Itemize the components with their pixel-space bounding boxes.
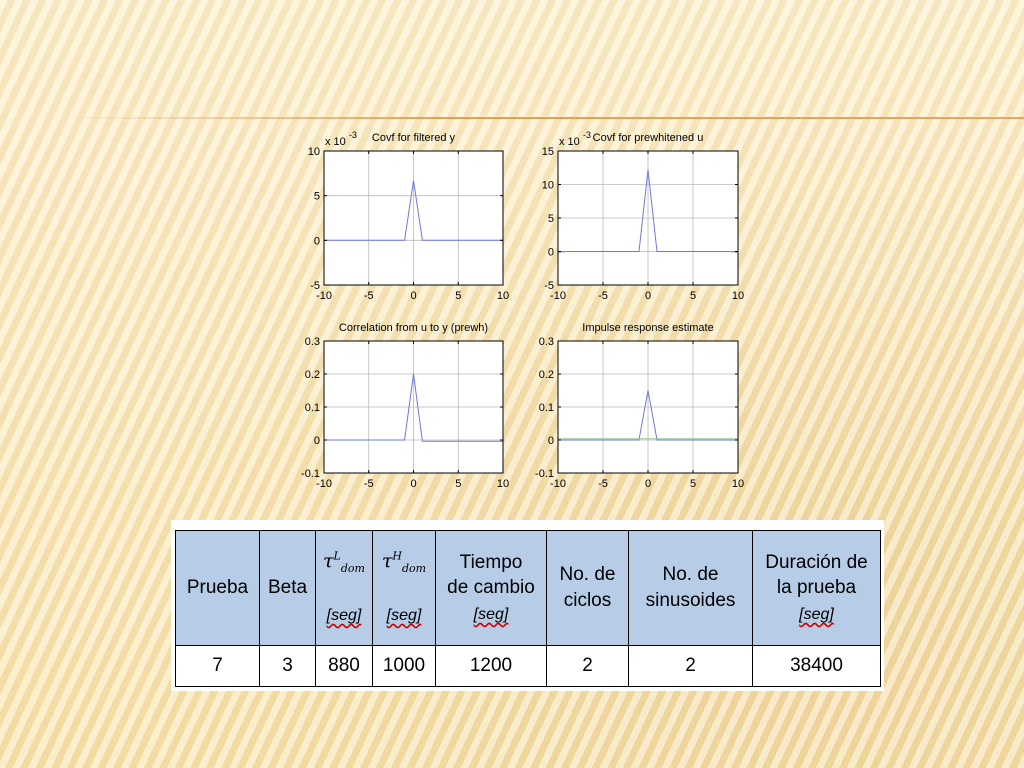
- x-tick-label: -10: [550, 290, 566, 302]
- header-beta-label: Beta: [267, 577, 308, 599]
- cell-tau-high: 1000: [373, 646, 436, 687]
- x-tick-label: -10: [550, 478, 566, 490]
- x-tick-label: 10: [496, 290, 510, 302]
- table-row: [176, 646, 881, 687]
- y-tick-label: 0.2: [538, 369, 554, 381]
- tau-high-sup: H: [392, 549, 402, 563]
- header-duracion-unit: [seg]: [799, 605, 834, 623]
- y-tick-label: -5: [544, 280, 554, 292]
- tau-high-glyph: τ: [381, 549, 393, 572]
- header-sinusoides-line2: sinusoides: [645, 590, 736, 611]
- y-exponent-label: -3: [583, 130, 592, 140]
- results-table: [175, 530, 881, 687]
- y-tick-label: 0: [547, 435, 554, 447]
- y-tick-label: 0: [313, 235, 320, 248]
- tau-low-glyph: τ: [323, 549, 334, 572]
- header-prueba-label: Prueba: [186, 577, 249, 599]
- x-tick-label: 5: [689, 478, 697, 490]
- header-sinusoides: [629, 531, 753, 646]
- y-tick-label: 5: [547, 213, 554, 225]
- cell-prueba: 7: [176, 646, 260, 687]
- header-sinusoides-line1: No. de: [662, 564, 719, 586]
- x-tick-label: 0: [644, 290, 652, 302]
- plot-title: Correlation from u to y (prewh): [338, 322, 489, 334]
- header-tiempo-unit: [seg]: [473, 605, 509, 623]
- x-tick-label: 10: [731, 290, 745, 302]
- header-beta: [260, 531, 316, 646]
- header-ciclos: [547, 531, 629, 646]
- tau-high-unit: [seg]: [386, 606, 422, 624]
- x-tick-label: 5: [455, 478, 462, 490]
- tau-low-sup: L: [333, 549, 341, 563]
- tau-high-sub: dom: [402, 561, 427, 575]
- x-tick-label: -5: [363, 290, 374, 302]
- y-tick-label: 0.3: [538, 336, 554, 348]
- x-tick-label: 10: [496, 478, 510, 490]
- header-ciclos-line1: No. de: [559, 564, 616, 586]
- y-tick-label: 15: [541, 146, 554, 158]
- y-multiplier-label: x 10: [325, 136, 346, 148]
- header-tau-high: [373, 531, 436, 646]
- tau-high-symbol: [382, 549, 426, 577]
- header-ciclos-line2: ciclos: [563, 590, 612, 611]
- cell-tau-low: 880: [316, 646, 373, 687]
- y-tick-label: 10: [307, 146, 320, 158]
- y-tick-label: 5: [313, 190, 320, 203]
- plot-title: Covf for filtered y: [371, 132, 456, 144]
- y-tick-label: 0.1: [538, 402, 554, 414]
- plot-covf-filtered-y: [308, 130, 509, 302]
- x-tick-label: 5: [455, 290, 462, 302]
- x-tick-label: -5: [598, 478, 608, 490]
- y-tick-label: -0.1: [301, 468, 320, 480]
- plot-correlation-u-to-y: [301, 322, 509, 490]
- cell-sinusoides: 2: [629, 646, 753, 687]
- header-tiempo-line2: de cambio: [447, 577, 535, 599]
- plot-impulse-response: [535, 322, 744, 490]
- cell-duracion: 38400: [753, 646, 881, 687]
- x-tick-label: 0: [410, 290, 417, 302]
- y-tick-label: -0.1: [535, 468, 554, 480]
- tau-low-unit: [seg]: [326, 606, 362, 624]
- header-tiempo-de-cambio: [436, 531, 547, 646]
- y-exponent-label: -3: [349, 130, 358, 140]
- header-duracion-line1: Duración de: [765, 551, 868, 573]
- header-duracion: [753, 531, 881, 646]
- y-tick-label: 0: [547, 246, 554, 259]
- plot-covf-prewhitened-u: [542, 130, 744, 302]
- header-tiempo-line1: Tiempo: [459, 551, 523, 573]
- cell-tiempo-de-cambio: 1200: [436, 646, 547, 687]
- x-tick-label: 10: [731, 478, 745, 490]
- x-tick-label: -5: [363, 478, 374, 490]
- tau-low-symbol: [323, 549, 365, 577]
- header-prueba: [176, 531, 260, 646]
- x-tick-label: 0: [644, 478, 652, 490]
- x-tick-label: 5: [689, 290, 697, 302]
- results-table-container: [171, 520, 884, 691]
- tau-low-sub: dom: [340, 561, 365, 575]
- y-tick-label: 0: [313, 435, 320, 447]
- cell-beta: 3: [260, 646, 316, 687]
- header-duracion-line2: la prueba: [776, 577, 857, 599]
- plot-title: Covf for prewhitened u: [592, 132, 704, 144]
- y-multiplier-label: x 10: [559, 136, 580, 148]
- y-tick-label: 10: [541, 179, 554, 192]
- y-tick-label: 0.2: [304, 369, 320, 381]
- y-tick-label: 0.3: [304, 336, 320, 348]
- table-header-row: [176, 531, 881, 646]
- x-tick-label: -5: [598, 290, 608, 302]
- y-tick-label: -5: [310, 280, 320, 292]
- x-tick-label: 0: [410, 478, 417, 490]
- y-tick-label: 0.1: [304, 402, 320, 414]
- x-tick-label: -10: [316, 290, 332, 302]
- plot-title: Impulse response estimate: [582, 322, 714, 334]
- x-tick-label: -10: [316, 478, 332, 490]
- cell-ciclos: 2: [547, 646, 629, 687]
- header-tau-low: [316, 531, 373, 646]
